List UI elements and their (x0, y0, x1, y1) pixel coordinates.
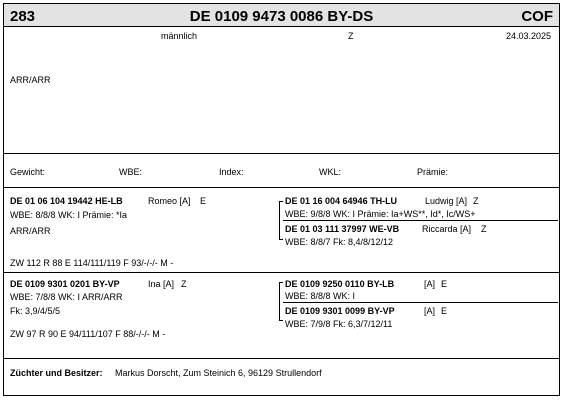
breed-code: COF (521, 8, 553, 25)
catalog-number: 283 (10, 8, 36, 25)
mother-grade: Z (181, 279, 187, 289)
divider (283, 220, 558, 221)
divider (4, 187, 559, 188)
father-grade: E (200, 196, 207, 206)
father-line2: ARR/ARR (10, 226, 51, 236)
pedigree-connector (279, 282, 280, 320)
color-genotype: ARR/ARR (10, 75, 51, 85)
mother-line3: ZW 97 R 90 E 94/111/107 F 88/-/-/- M - (10, 329, 166, 339)
owner-label: Züchter und Besitzer: (10, 368, 103, 378)
father-name: Romeo [A] (148, 196, 191, 206)
mother-line2: Fk: 3,9/4/5/5 (10, 306, 61, 316)
father-father-line1: WBE: 9/8/8 WK: I Prämie: Ia+WS**, Id*, Ic/WS+ (285, 209, 476, 219)
pedigree-card (3, 3, 560, 396)
mother-mother-name: [A] (424, 306, 436, 316)
pedigree-connector (279, 239, 283, 240)
weight-label: Gewicht: (10, 167, 46, 177)
header-bar (4, 4, 559, 27)
color-code: Z (348, 31, 354, 41)
father-line3: ZW 112 R 88 E 114/111/119 F 93/-/-/- M - (10, 258, 174, 268)
mother-father-name: [A] (424, 279, 436, 289)
father-mother-line1: WBE: 8/8/7 Fk: 8,4/8/12/12 (285, 237, 394, 247)
father-father-grade: Z (473, 196, 479, 206)
mother-father-ring: DE 0109 9250 0110 BY-LB (285, 279, 395, 289)
mother-ring: DE 0109 9301 0201 BY-VP (10, 279, 120, 289)
ring-number: DE 0109 9473 0086 BY-DS (189, 8, 374, 25)
mother-line1: WBE: 7/8/8 WK: I ARR/ARR (10, 292, 123, 302)
divider (4, 153, 559, 154)
wkl-label: WKL: (319, 167, 342, 177)
divider (283, 302, 558, 303)
father-father-ring: DE 01 16 004 64946 TH-LU (285, 196, 398, 206)
pedigree-connector (279, 201, 280, 239)
mother-mother-line1: WBE: 7/9/8 Fk: 6,3/7/12/11 (285, 319, 393, 329)
pedigree-connector (279, 320, 283, 321)
index-label: Index: (219, 167, 244, 177)
father-mother-name: Riccarda [A] (422, 224, 472, 234)
mother-mother-ring: DE 0109 9301 0099 BY-VP (285, 306, 395, 316)
father-ring: DE 01 06 104 19442 HE-LB (10, 196, 123, 206)
mother-mother-grade: E (441, 306, 448, 316)
pedigree-connector (279, 201, 283, 202)
father-mother-grade: Z (481, 224, 487, 234)
wbe-label: WBE: (119, 167, 143, 177)
divider (4, 358, 559, 359)
father-line1: WBE: 8/8/8 WK: I Prämie: *Ia (10, 210, 128, 220)
mother-father-grade: E (441, 279, 448, 289)
mother-father-line1: WBE: 8/8/8 WK: I (285, 291, 356, 301)
date: 24.03.2025 (505, 31, 551, 41)
praemie-label: Prämie: (417, 167, 449, 177)
divider (4, 272, 559, 273)
father-father-name: Ludwig [A] (425, 196, 468, 206)
father-mother-ring: DE 01 03 111 37997 WE-VB (285, 224, 400, 234)
mother-name: Ina [A] (148, 279, 175, 289)
owner-value: Markus Dorscht, Zum Steinich 6, 96129 Strullendorf (115, 368, 322, 378)
sex: männlich (161, 31, 198, 41)
pedigree-connector (279, 282, 283, 283)
